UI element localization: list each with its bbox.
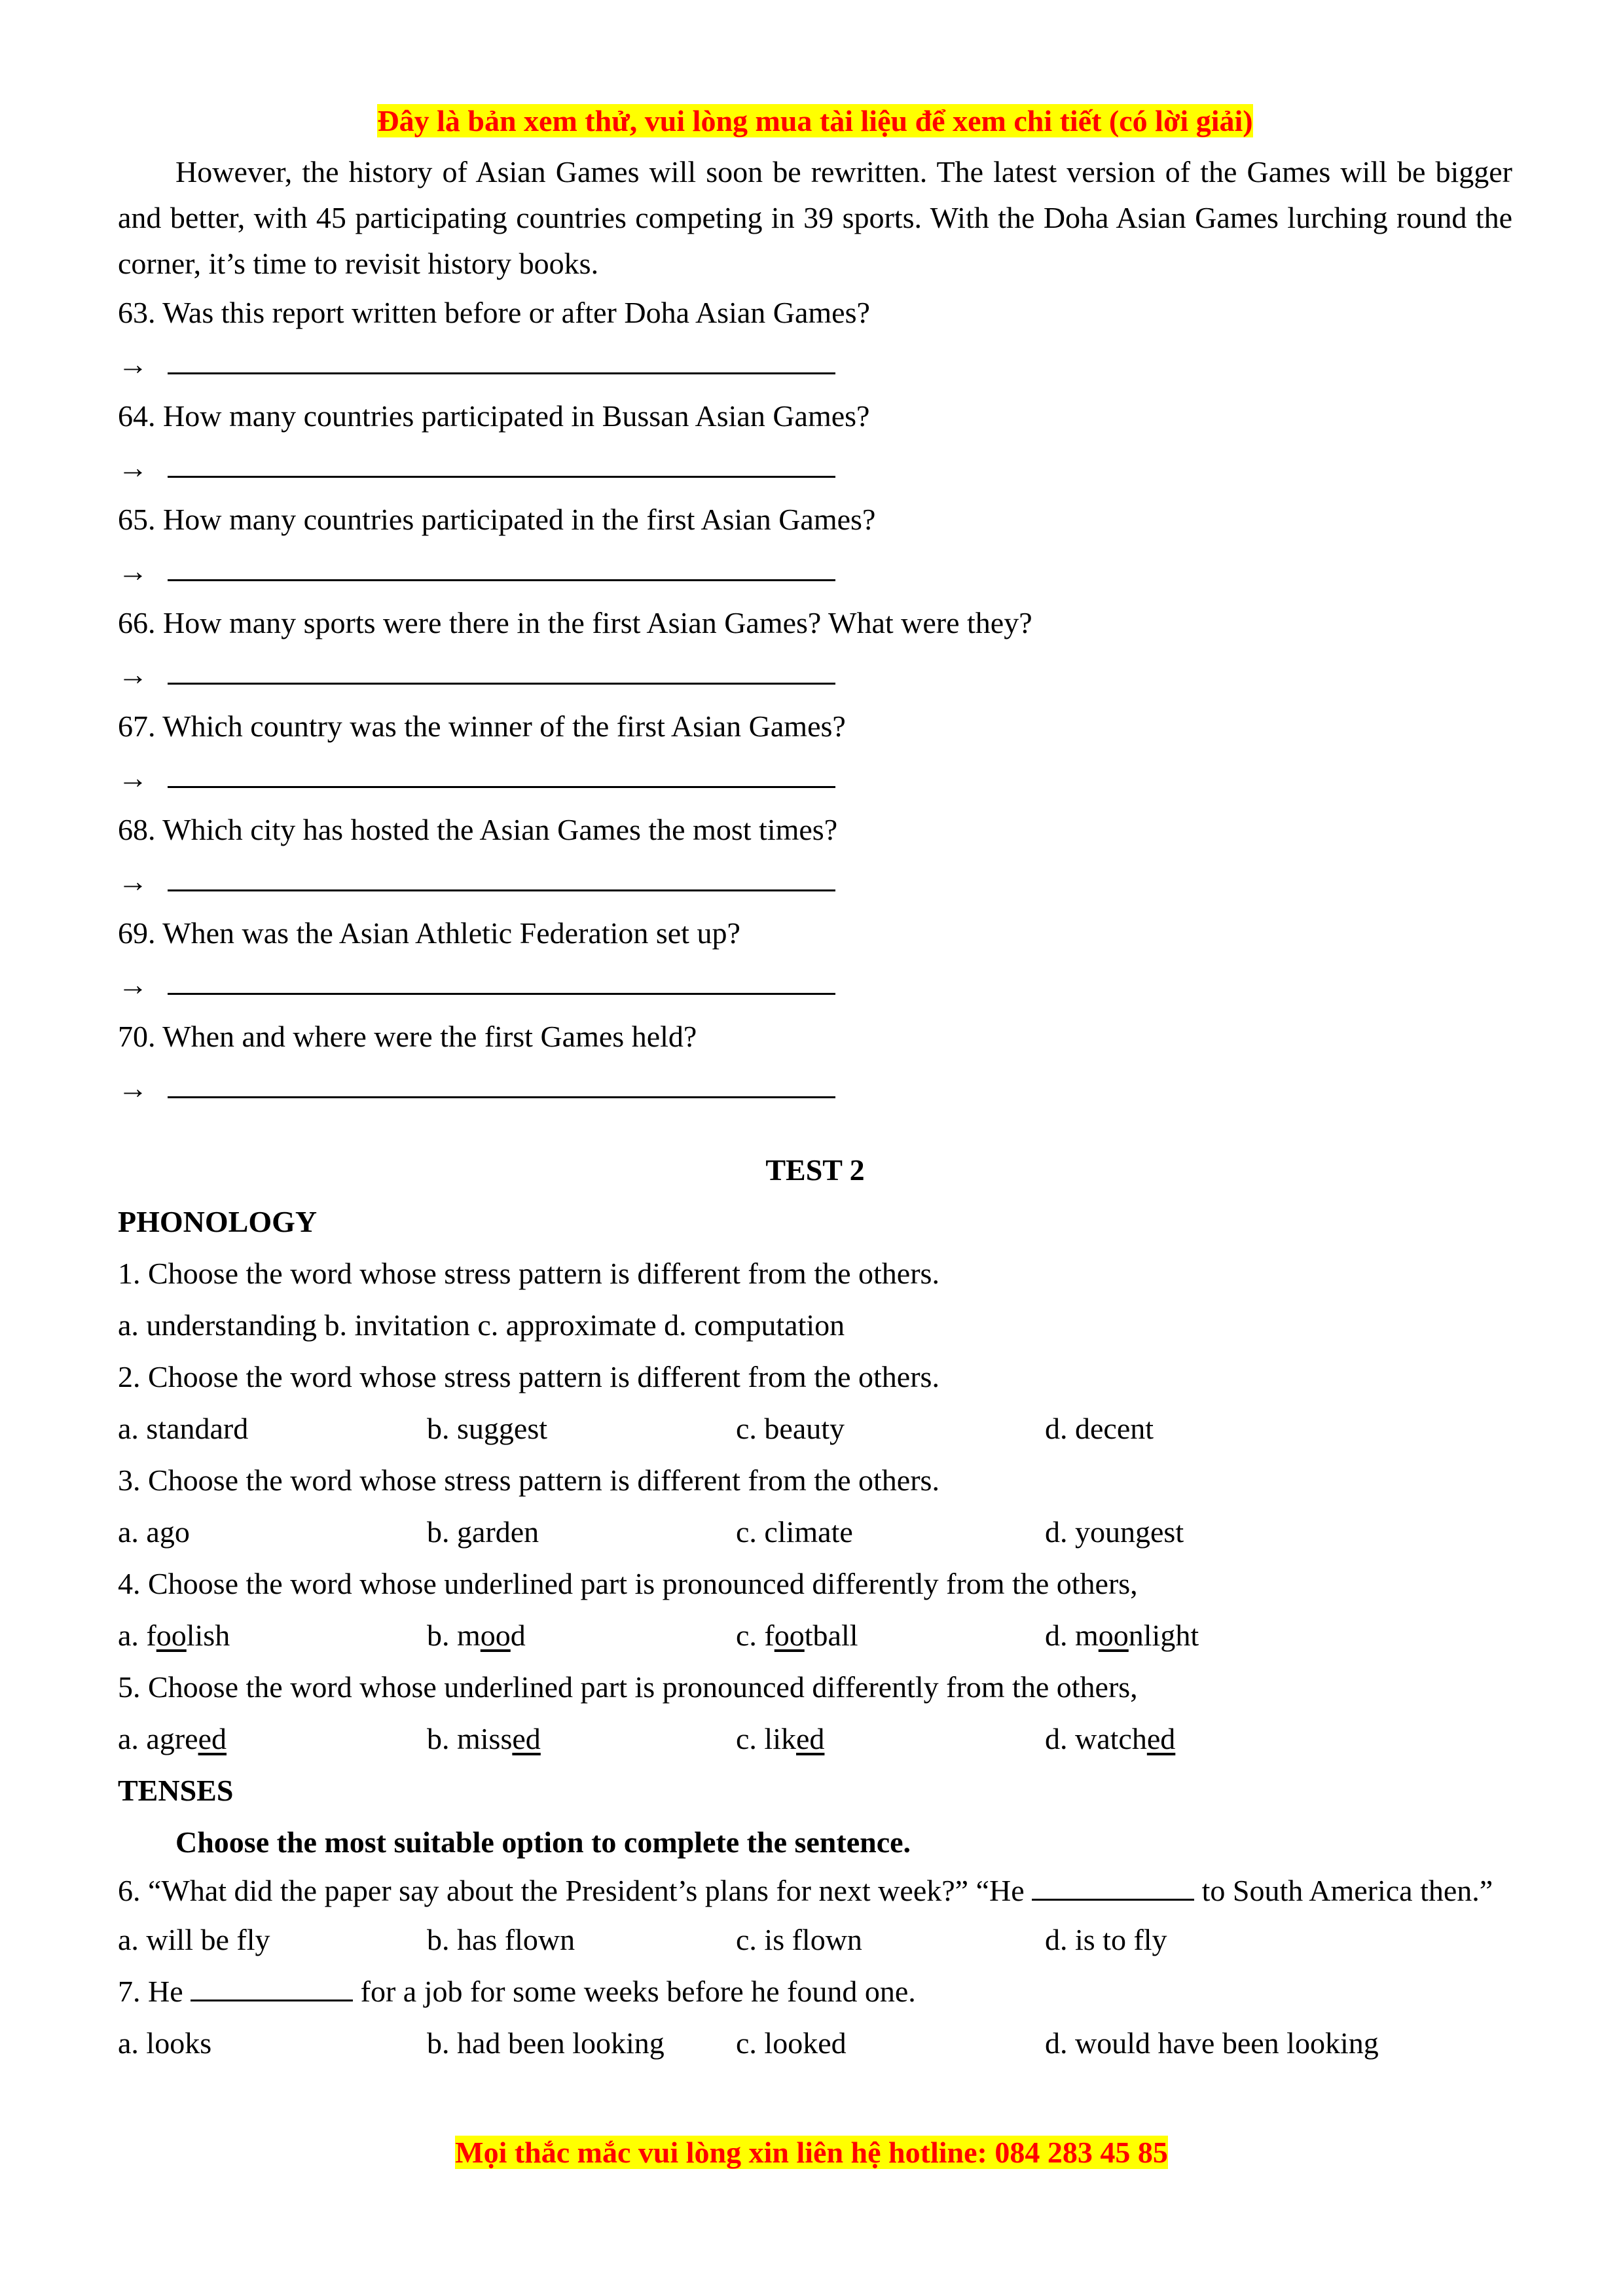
question-1: 1. Choose the word whose stress pattern is different from the others. — [118, 1257, 939, 1290]
question-65: 65. How many countries participated in the first Asian Games? — [118, 503, 876, 536]
option-c: c. football — [736, 1619, 858, 1652]
option-c: c. liked — [736, 1722, 825, 1755]
question-64: 64. How many countries participated in Bussan Asian Games? — [118, 399, 870, 433]
hotline-footer: Mọi thắc mắc vui lòng xin liên hệ hotline: 084 283 45 85 — [455, 2136, 1168, 2169]
question-2-options — [118, 1403, 1512, 1454]
question-70: 70. When and where were the first Games held? — [118, 1020, 697, 1053]
option-b: b. garden — [427, 1515, 539, 1549]
option-d: d. would have been looking — [1045, 2026, 1379, 2060]
question-69: 69. When was the Asian Athletic Federation set up? — [118, 916, 740, 950]
tenses-instruction: Choose the most suitable option to complete the sentence. — [175, 1825, 911, 1859]
answer-blank[interactable] — [168, 450, 835, 478]
option-d: d. decent — [1045, 1412, 1154, 1445]
answer-line — [118, 442, 1512, 493]
answer-line — [118, 855, 1512, 907]
test-title: TEST 2 — [765, 1153, 865, 1187]
answer-blank[interactable] — [1032, 1873, 1194, 1901]
document-page — [118, 98, 1512, 2069]
option-a: a. standard — [118, 1412, 249, 1445]
arrow-icon: → — [118, 968, 148, 1001]
answer-blank[interactable] — [168, 760, 835, 788]
option-b: b. mood — [427, 1619, 526, 1652]
question-66: 66. How many sports were there in the first Asian Games? What were they? — [118, 606, 1032, 639]
arrow-icon: → — [118, 451, 148, 484]
answer-line — [118, 338, 1512, 390]
question-3-options — [118, 1506, 1512, 1558]
answer-blank[interactable] — [168, 967, 835, 995]
question-1-options: a. understanding b. invitation c. approximate d. computation — [118, 1308, 845, 1342]
option-b: b. missed — [427, 1722, 541, 1755]
question-6-options — [118, 1914, 1512, 1965]
option-a: a. foolish — [118, 1619, 230, 1652]
answer-blank[interactable] — [168, 1070, 835, 1098]
option-c: c. looked — [736, 2026, 847, 2060]
question-7: 7. He for a job for some weeks before he found one. — [118, 1975, 916, 2008]
arrow-icon: → — [118, 761, 148, 795]
option-b: b. has flown — [427, 1923, 575, 1956]
question-7-options — [118, 2017, 1512, 2069]
question-2: 2. Choose the word whose stress pattern is different from the others. — [118, 1360, 939, 1393]
option-d: d. moonlight — [1045, 1619, 1199, 1652]
answer-blank[interactable] — [168, 553, 835, 581]
answer-line — [118, 752, 1512, 804]
answer-blank[interactable] — [168, 863, 835, 891]
question-68: 68. Which city has hosted the Asian Games the most times? — [118, 813, 838, 846]
preview-banner: Đây là bản xem thử, vui lòng mua tài liệu để xem chi tiết (có lời giải) — [377, 104, 1253, 137]
option-d: d. watched — [1045, 1722, 1176, 1755]
option-c: c. beauty — [736, 1412, 845, 1445]
arrow-icon: → — [118, 554, 148, 588]
answer-blank[interactable] — [168, 656, 835, 685]
question-67: 67. Which country was the winner of the first Asian Games? — [118, 709, 846, 743]
question-6: 6. “What did the paper say about the President’s plans for next week?” “He to South America then.” — [118, 1874, 1493, 1907]
question-4: 4. Choose the word whose underlined part is pronounced differently from the others, — [118, 1567, 1138, 1600]
option-a: a. will be fly — [118, 1923, 270, 1956]
tenses-heading: TENSES — [118, 1774, 234, 1807]
option-a: a. ago — [118, 1515, 190, 1549]
option-c: c. climate — [736, 1515, 853, 1549]
answer-line — [118, 959, 1512, 1011]
answer-blank[interactable] — [191, 1973, 353, 2001]
question-list — [118, 287, 1512, 1114]
answer-line — [118, 1062, 1512, 1114]
answer-line — [118, 649, 1512, 700]
passage-paragraph: However, the history of Asian Games will soon be rewritten. The latest version of the Games will be bigger and better, with 45 participating countries competing in 39 sports. With the Doha Asian Games lurching round the corner, it’s time to revisit history books. — [118, 155, 1512, 280]
question-3: 3. Choose the word whose stress pattern is different from the others. — [118, 1463, 939, 1497]
question-4-options — [118, 1609, 1512, 1661]
option-d: d. youngest — [1045, 1515, 1184, 1549]
option-a: a. agreed — [118, 1722, 227, 1755]
option-b: b. suggest — [427, 1412, 547, 1445]
option-c: c. is flown — [736, 1923, 862, 1956]
question-63: 63. Was this report written before or after Doha Asian Games? — [118, 296, 870, 329]
question-5-options — [118, 1713, 1512, 1765]
answer-blank[interactable] — [168, 346, 835, 374]
option-a: a. looks — [118, 2026, 212, 2060]
answer-line — [118, 545, 1512, 597]
question-5: 5. Choose the word whose underlined part is pronounced differently from the others, — [118, 1670, 1138, 1704]
option-d: d. is to fly — [1045, 1923, 1167, 1956]
arrow-icon: → — [118, 865, 148, 898]
arrow-icon: → — [118, 348, 148, 381]
arrow-icon: → — [118, 658, 148, 691]
phonology-heading: PHONOLOGY — [118, 1205, 318, 1238]
arrow-icon: → — [118, 1071, 148, 1105]
option-b: b. had been looking — [427, 2026, 665, 2060]
